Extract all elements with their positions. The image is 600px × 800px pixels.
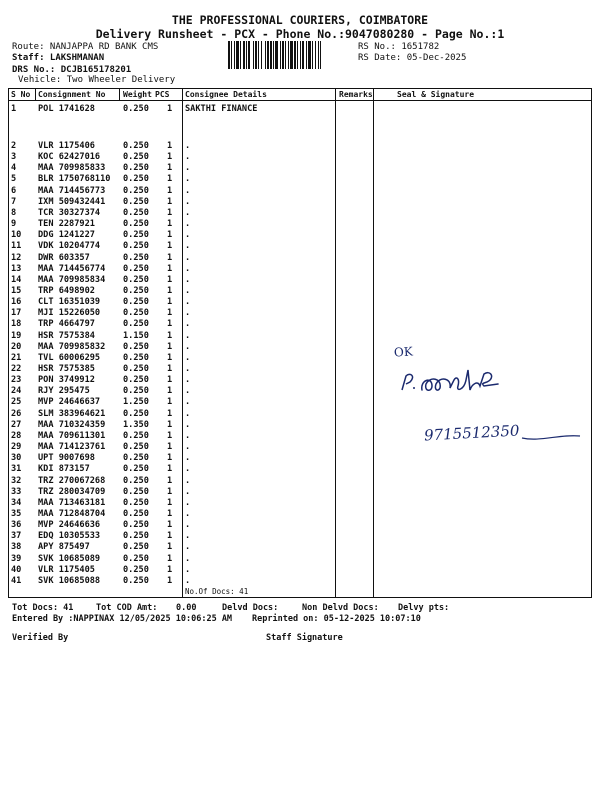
weight-cell: 0.250 xyxy=(123,104,149,114)
pcs-cell: 1 xyxy=(167,542,173,553)
consignment-cell: HSR 7575384 xyxy=(38,330,95,341)
consignment-cell: PON 3749912 xyxy=(38,375,95,386)
weight-cell: 1.350 xyxy=(123,419,149,430)
pcs-cell: 1 xyxy=(167,104,173,114)
pcs-cell: 1 xyxy=(167,219,173,230)
sno-cell: 32 xyxy=(11,475,22,486)
consignment-cell: SVK 10685089 xyxy=(38,553,101,564)
pcs-cell: 1 xyxy=(167,141,173,151)
table-row xyxy=(9,498,593,509)
handwritten-signature xyxy=(398,360,518,400)
consignment-cell: SLM 383964621 xyxy=(38,408,106,419)
pcs-cell: 1 xyxy=(167,163,173,174)
pcs-cell: 1 xyxy=(167,575,173,586)
table-row xyxy=(9,253,593,264)
table-row xyxy=(9,104,593,115)
table-row xyxy=(9,219,593,230)
weight-cell: 0.250 xyxy=(123,575,149,586)
consignee-cell: . xyxy=(185,497,191,508)
sno-cell: 19 xyxy=(11,330,22,341)
consignment-cell: DWR 603357 xyxy=(38,252,90,263)
consignment-cell: MAA 714456773 xyxy=(38,185,106,196)
verified-by: Verified By xyxy=(12,633,69,643)
table-row xyxy=(9,442,593,453)
consignee-cell: . xyxy=(185,464,191,475)
consignee-cell: . xyxy=(185,274,191,285)
weight-cell: 0.250 xyxy=(123,375,149,386)
rs-number: RS No.: 1651782 xyxy=(358,42,440,52)
table-row xyxy=(9,487,593,498)
consignee-cell: . xyxy=(185,553,191,564)
sno-cell: 4 xyxy=(11,163,17,174)
table-row xyxy=(9,520,593,531)
sno-cell: 12 xyxy=(11,252,22,263)
sno-cell: 22 xyxy=(11,364,22,374)
weight-cell: 0.250 xyxy=(123,520,149,531)
sno-cell: 35 xyxy=(11,508,22,519)
sno-cell: 36 xyxy=(11,520,22,531)
col-sno: S No xyxy=(11,90,31,99)
consignment-cell: EDQ 10305533 xyxy=(38,531,101,542)
sno-cell: 10 xyxy=(11,230,22,241)
col-consignment: Consignment No xyxy=(38,90,106,99)
weight-cell: 0.250 xyxy=(123,497,149,508)
sno-cell: 17 xyxy=(11,308,22,319)
consignment-cell: TRZ 270067268 xyxy=(38,475,106,486)
table-row xyxy=(9,342,593,353)
weight-cell: 0.250 xyxy=(123,386,149,397)
reprinted-on: Reprinted on: 05-12-2025 10:07:10 xyxy=(252,614,421,624)
weight-cell: 0.250 xyxy=(123,219,149,230)
consignee-cell: . xyxy=(185,297,191,308)
delivered-docs: Delvd Docs: xyxy=(222,603,279,613)
consignment-cell: IXM 509432441 xyxy=(38,196,106,207)
consignment-cell: VLR 1175405 xyxy=(38,564,95,575)
table-row xyxy=(9,576,593,587)
sno-cell: 25 xyxy=(11,397,22,408)
sno-cell: 3 xyxy=(11,152,17,163)
weight-cell: 0.250 xyxy=(123,430,149,441)
table-row xyxy=(9,174,593,185)
weight-cell: 0.250 xyxy=(123,252,149,263)
consignment-cell: VLR 1175406 xyxy=(38,141,95,151)
consignee-cell: . xyxy=(185,252,191,263)
consignment-cell: SVK 10685088 xyxy=(38,575,101,586)
weight-cell: 0.250 xyxy=(123,274,149,285)
sno-cell: 13 xyxy=(11,263,22,274)
pcs-cell: 1 xyxy=(167,442,173,453)
weight-cell: 0.250 xyxy=(123,308,149,319)
pcs-cell: 1 xyxy=(167,531,173,542)
consignee-cell: . xyxy=(185,152,191,163)
pcs-cell: 1 xyxy=(167,453,173,464)
consignment-cell: TRP 6498902 xyxy=(38,285,95,296)
pcs-cell: 1 xyxy=(167,553,173,564)
pcs-cell: 1 xyxy=(167,174,173,185)
pcs-cell: 1 xyxy=(167,497,173,508)
sno-cell: 6 xyxy=(11,185,17,196)
pcs-cell: 1 xyxy=(167,386,173,397)
consignment-cell: MAA 709985833 xyxy=(38,163,106,174)
weight-cell: 0.250 xyxy=(123,464,149,475)
weight-cell: 0.250 xyxy=(123,185,149,196)
consignment-cell: DDG 1241227 xyxy=(38,230,95,241)
runsheet-title: Delivery Runsheet - PCX - Phone No.:9047080280 - Page No.:1 xyxy=(95,27,505,41)
sno-cell: 31 xyxy=(11,464,22,475)
weight-cell: 0.250 xyxy=(123,442,149,453)
consignee-cell: . xyxy=(185,508,191,519)
weight-cell: 0.250 xyxy=(123,141,149,151)
total-cod-label: Tot COD Amt: xyxy=(96,603,158,613)
pcs-cell: 1 xyxy=(167,230,173,241)
table-row xyxy=(9,509,593,520)
sno-cell: 8 xyxy=(11,207,17,218)
table-row xyxy=(9,275,593,286)
table-row xyxy=(9,308,593,319)
consignment-cell: MAA 714123761 xyxy=(38,442,106,453)
table-row xyxy=(9,141,593,152)
consignee-cell: . xyxy=(185,319,191,330)
consignee-cell: . xyxy=(185,397,191,408)
table-row xyxy=(9,565,593,576)
pcs-cell: 1 xyxy=(167,475,173,486)
runsheet-table xyxy=(8,88,592,598)
consignee-cell: . xyxy=(185,453,191,464)
table-row xyxy=(9,476,593,487)
col-weight: Weight xyxy=(123,90,152,99)
consignee-cell: . xyxy=(185,575,191,586)
pcs-cell: 1 xyxy=(167,207,173,218)
rs-date: RS Date: 05-Dec-2025 xyxy=(358,53,467,63)
table-row xyxy=(9,241,593,252)
sno-cell: 16 xyxy=(11,297,22,308)
consignee-cell: . xyxy=(185,308,191,319)
handwritten-underline xyxy=(520,430,584,444)
weight-cell: 0.250 xyxy=(123,475,149,486)
pcs-cell: 1 xyxy=(167,364,173,374)
consignment-cell: MAA 710324359 xyxy=(38,419,106,430)
consignment-cell: MAA 713463181 xyxy=(38,497,106,508)
consignment-cell: RJY 295475 xyxy=(38,386,90,397)
weight-cell: 0.250 xyxy=(123,542,149,553)
pcs-cell: 1 xyxy=(167,419,173,430)
sno-cell: 39 xyxy=(11,553,22,564)
table-row xyxy=(9,554,593,565)
weight-cell: 0.250 xyxy=(123,174,149,185)
consignee-cell: . xyxy=(185,475,191,486)
sno-cell: 26 xyxy=(11,408,22,419)
consignment-cell: MJI 15226050 xyxy=(38,308,101,319)
table-row xyxy=(9,264,593,275)
pcs-cell: 1 xyxy=(167,252,173,263)
consignment-cell: TRP 4664797 xyxy=(38,319,95,330)
consignment-cell: TEN 2287921 xyxy=(38,219,95,230)
table-row xyxy=(9,453,593,464)
consignment-cell: VDK 10204774 xyxy=(38,241,101,252)
weight-cell: 1.150 xyxy=(123,330,149,341)
table-row xyxy=(9,152,593,163)
sno-cell: 2 xyxy=(11,141,17,151)
weight-cell: 0.250 xyxy=(123,207,149,218)
pcs-cell: 1 xyxy=(167,375,173,386)
weight-cell: 0.250 xyxy=(123,453,149,464)
consignment-cell: APY 875497 xyxy=(38,542,90,553)
table-row xyxy=(9,197,593,208)
pcs-cell: 1 xyxy=(167,341,173,352)
consignee-cell: . xyxy=(185,486,191,497)
consignee-cell: . xyxy=(185,520,191,531)
sno-cell: 15 xyxy=(11,285,22,296)
handwritten-ok: OK xyxy=(393,344,414,360)
sno-cell: 7 xyxy=(11,196,17,207)
weight-cell: 0.250 xyxy=(123,241,149,252)
consignee-cell: . xyxy=(185,241,191,252)
consignment-cell: MAA 714456774 xyxy=(38,263,106,274)
table-row xyxy=(9,297,593,308)
consignment-cell: BLR 1750768110 xyxy=(38,174,111,185)
sno-cell: 37 xyxy=(11,531,22,542)
consignee-cell: . xyxy=(185,386,191,397)
pcs-cell: 1 xyxy=(167,185,173,196)
table-row xyxy=(9,531,593,542)
pcs-cell: 1 xyxy=(167,241,173,252)
sno-cell: 9 xyxy=(11,219,17,230)
sno-cell: 28 xyxy=(11,430,22,441)
consignment-cell: MAA 709985834 xyxy=(38,274,106,285)
route-label: Route: NANJAPPA RD BANK CMS xyxy=(12,42,159,52)
barcode xyxy=(228,41,354,69)
pcs-cell: 1 xyxy=(167,430,173,441)
consignee-cell: . xyxy=(185,141,191,151)
pcs-cell: 1 xyxy=(167,274,173,285)
consignee-cell: . xyxy=(185,531,191,542)
sno-cell: 24 xyxy=(11,386,22,397)
entered-by: Entered By :NAPPINAX 12/05/2025 10:06:25 AM xyxy=(12,614,233,624)
weight-cell: 1.250 xyxy=(123,397,149,408)
weight-cell: 0.250 xyxy=(123,230,149,241)
consignment-cell: KDI 873157 xyxy=(38,464,90,475)
consignee-cell: . xyxy=(185,430,191,441)
consignee-cell: . xyxy=(185,285,191,296)
consignee-cell: . xyxy=(185,442,191,453)
pcs-cell: 1 xyxy=(167,297,173,308)
company-name: THE PROFESSIONAL COURIERS, COIMBATORE xyxy=(171,13,429,27)
pcs-cell: 1 xyxy=(167,464,173,475)
pcs-cell: 1 xyxy=(167,486,173,497)
total-docs: Tot Docs: 41 xyxy=(12,603,74,613)
weight-cell: 0.250 xyxy=(123,285,149,296)
sno-cell: 29 xyxy=(11,442,22,453)
sno-cell: 21 xyxy=(11,352,22,363)
sno-cell: 34 xyxy=(11,497,22,508)
table-row xyxy=(9,208,593,219)
sno-cell: 38 xyxy=(11,542,22,553)
weight-cell: 0.250 xyxy=(123,408,149,419)
consignment-cell: MVP 24646637 xyxy=(38,397,101,408)
table-header xyxy=(9,89,591,101)
consignment-cell: MAA 709985832 xyxy=(38,341,106,352)
consignment-cell: TVL 60006295 xyxy=(38,352,101,363)
consignee-cell: . xyxy=(185,207,191,218)
consignee-cell: . xyxy=(185,185,191,196)
pcs-cell: 1 xyxy=(167,285,173,296)
consignee-cell: . xyxy=(185,408,191,419)
consignee-cell: . xyxy=(185,263,191,274)
pcs-cell: 1 xyxy=(167,520,173,531)
table-row xyxy=(9,163,593,174)
sno-cell: 20 xyxy=(11,341,22,352)
weight-cell: 0.250 xyxy=(123,553,149,564)
sno-cell: 30 xyxy=(11,453,22,464)
table-row xyxy=(9,186,593,197)
weight-cell: 0.250 xyxy=(123,364,149,374)
weight-cell: 0.250 xyxy=(123,152,149,163)
consignee-cell: . xyxy=(185,196,191,207)
vehicle-label: Vehicle: Two Wheeler Delivery xyxy=(18,75,176,85)
consignee-cell: . xyxy=(185,230,191,241)
weight-cell: 0.250 xyxy=(123,564,149,575)
col-remarks: Remarks xyxy=(339,90,373,99)
consignment-cell: MVP 24646636 xyxy=(38,520,101,531)
sno-cell: 14 xyxy=(11,274,22,285)
consignee-cell: . xyxy=(185,352,191,363)
pcs-cell: 1 xyxy=(167,564,173,575)
consignee-cell: . xyxy=(185,364,191,374)
total-cod-value: 0.00 xyxy=(176,603,197,613)
consignment-cell: MAA 712848704 xyxy=(38,508,106,519)
consignee-cell: . xyxy=(185,564,191,575)
sno-cell: 11 xyxy=(11,241,22,252)
consignee-cell: . xyxy=(185,341,191,352)
consignee-cell: . xyxy=(185,375,191,386)
weight-cell: 0.250 xyxy=(123,297,149,308)
table-row xyxy=(9,286,593,297)
handwritten-phone: 9715512350 xyxy=(423,421,520,445)
consignee-cell: . xyxy=(185,174,191,185)
sno-cell: 41 xyxy=(11,575,22,586)
pcs-cell: 1 xyxy=(167,330,173,341)
weight-cell: 0.250 xyxy=(123,531,149,542)
consignment-cell: CLT 16351039 xyxy=(38,297,101,308)
col-seal: Seal & Signature xyxy=(397,90,475,99)
weight-cell: 0.250 xyxy=(123,319,149,330)
delivery-points: Delvy pts: xyxy=(398,603,450,613)
table-row xyxy=(9,230,593,241)
sno-cell: 23 xyxy=(11,375,22,386)
pcs-cell: 1 xyxy=(167,196,173,207)
col-details: Consignee Details xyxy=(185,90,267,99)
drs-number: DRS No.: DCJB165178201 xyxy=(12,65,132,75)
staff-label: Staff: LAKSHMANAN xyxy=(12,53,105,63)
sno-cell: 5 xyxy=(11,174,17,185)
pcs-cell: 1 xyxy=(167,152,173,163)
sno-cell: 1 xyxy=(11,104,17,114)
consignment-cell: UPT 9007698 xyxy=(38,453,95,464)
pcs-cell: 1 xyxy=(167,319,173,330)
pcs-cell: 1 xyxy=(167,397,173,408)
consignment-cell: TRZ 280034709 xyxy=(38,486,106,497)
weight-cell: 0.250 xyxy=(123,352,149,363)
consignment-cell: MAA 709611301 xyxy=(38,430,106,441)
consignee-cell: . xyxy=(185,330,191,341)
consignment-cell: KOC 62427016 xyxy=(38,152,101,163)
pcs-cell: 1 xyxy=(167,352,173,363)
sno-cell: 33 xyxy=(11,486,22,497)
non-delivered-docs: Non Delvd Docs: xyxy=(302,603,379,613)
consignment-cell: HSR 7575385 xyxy=(38,364,95,374)
weight-cell: 0.250 xyxy=(123,163,149,174)
col-pcs: PCS xyxy=(155,90,170,99)
sno-cell: 27 xyxy=(11,419,22,430)
consignee-cell: . xyxy=(185,163,191,174)
weight-cell: 0.250 xyxy=(123,486,149,497)
weight-cell: 0.250 xyxy=(123,196,149,207)
pcs-cell: 1 xyxy=(167,263,173,274)
consignee-cell: . xyxy=(185,219,191,230)
pcs-cell: 1 xyxy=(167,308,173,319)
weight-cell: 0.250 xyxy=(123,263,149,274)
weight-cell: 0.250 xyxy=(123,341,149,352)
table-row xyxy=(9,409,593,420)
table-row xyxy=(9,464,593,475)
consignment-cell: POL 1741628 xyxy=(38,104,95,114)
consignee-cell: SAKTHI FINANCE xyxy=(185,104,258,114)
consignment-cell: TCR 30327374 xyxy=(38,207,101,218)
no-of-docs: No.Of Docs: 41 xyxy=(185,587,249,596)
pcs-cell: 1 xyxy=(167,408,173,419)
table-row xyxy=(9,542,593,553)
consignee-cell: . xyxy=(185,542,191,553)
weight-cell: 0.250 xyxy=(123,508,149,519)
consignee-cell: . xyxy=(185,419,191,430)
staff-signature: Staff Signature xyxy=(266,633,343,643)
table-row xyxy=(9,319,593,330)
sno-cell: 40 xyxy=(11,564,22,575)
table-row xyxy=(9,331,593,342)
sno-cell: 18 xyxy=(11,319,22,330)
pcs-cell: 1 xyxy=(167,508,173,519)
